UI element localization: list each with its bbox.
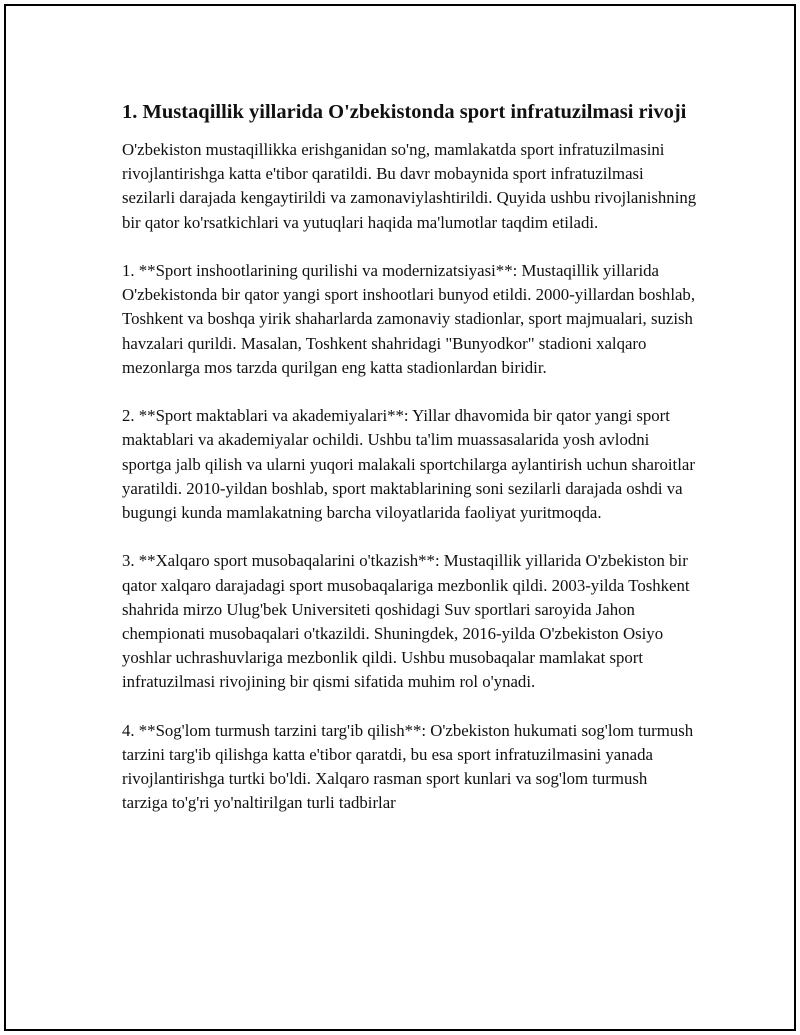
paragraph-intro: O'zbekiston mustaqillikka erishganidan so'ng, mamlakatda sport infratuzilmasini rivojlantirishga katta e'tibor qaratildi. Bu davr mobaynida sport infratuzilmasi sezilarli darajada kengaytirildi va zamonaviylashtirildi. Quyida ushbu rivojlanishning bir qator ko'rsatkichlari va yutuqlari haqida ma'lumotlar taqdim etiladi.	[122, 140, 697, 232]
paragraph-international-competitions: 3. **Xalqaro sport musobaqalarini o'tkazish**: Mustaqillik yillarida O'zbekiston bir qator xalqaro darajadagi sport musobaqalariga mezbonlik qildi. 2003-yilda Toshkent shahrida mirzo Ulug'bek Universiteti qoshidagi Suv sportlari saroyida Jahon chempionati musobaqalari o'tkazildi. Shuningdek, 2016-yilda O'zbekiston Osiyo yoshlar uchrashuvlariga mezbonlik qildi. Ushbu musobaqalar mamlakat sport infratuzilmasi rivojining bir qismi sifatida muhim rol o'ynadi.	[122, 551, 690, 692]
document-body	[122, 98, 697, 840]
page-frame	[4, 4, 796, 1031]
paragraph-sport-schools: 2. **Sport maktablari va akademiyalari**: Yillar dhavomida bir qator yangi sport maktablari va akademiyalar ochildi. Ushbu ta'lim muassasalarida yosh avlodni sportga jalb qilish va ularni yuqori malakali sportchilarga aylantirish uchun sharoitlar yaratildi. 2010-yildan boshlab, sport maktablarining soni sezilarli darajada oshdi va bugungi kunda mamlakatning barcha viloyatlarida faoliyat yuritmoqda.	[122, 406, 695, 523]
document-title: 1. Mustaqillik yillarida O'zbekistonda sport infratuzilmasi rivoji	[122, 101, 687, 123]
paragraph-sport-facilities: 1. **Sport inshootlarining qurilishi va modernizatsiyasi**: Mustaqillik yillarida O'zbekistonda bir qator yangi sport inshootlari bunyod etildi. 2000-yillardan boshlab, Toshkent va boshqa yirik shaharlarda zamonaviy stadionlar, sport majmualari, suzish havzalari qurildi. Masalan, Toshkent shahridagi "Bunyodkor" stadioni xalqaro mezonlarga mos tarzda qurilgan eng katta stadionlardan biridir.	[122, 261, 696, 377]
paragraph-healthy-lifestyle: 4. **Sog'lom turmush tarzini targ'ib qilish**: O'zbekiston hukumati sog'lom turmush tarzini targ'ib qilishga katta e'tibor qaratdi, bu esa sport infratuzilmasini yanada rivojlantirishga turtki bo'ldi. Xalqaro rasman sport kunlari va sog'lom turmush tarziga to'g'ri yo'naltirilgan turli tadbirlar	[122, 720, 694, 813]
